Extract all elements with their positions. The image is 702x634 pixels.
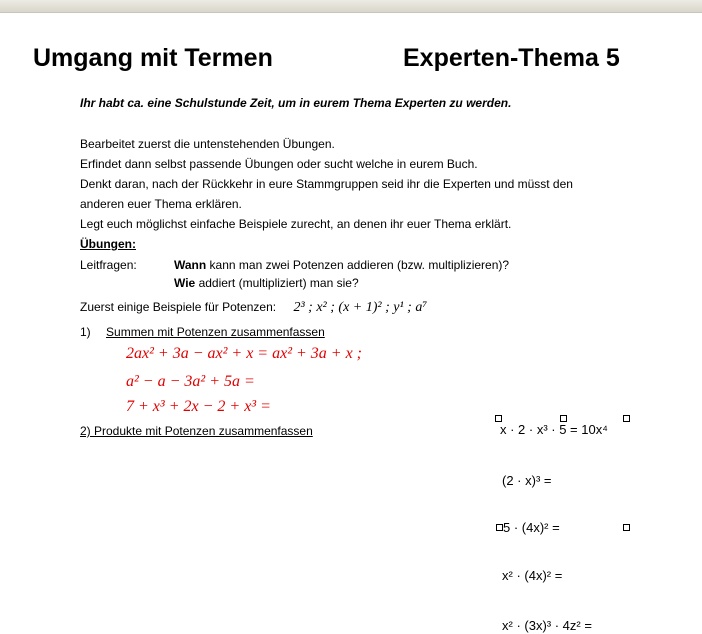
examples-label: Zuerst einige Beispiele für Potenzen: bbox=[80, 300, 277, 314]
leitfrage-1: Wann kann man zwei Potenzen addieren (bzw. multiplizieren)? bbox=[174, 258, 510, 272]
leitfrage-2: Wie addiert (multipliziert) man sie? bbox=[174, 276, 359, 290]
section-2-title: 2) Produkte mit Potenzen zusammenfassen bbox=[80, 424, 313, 438]
intro-text: Ihr habt ca. eine Schulstunde Zeit, um in eurem Thema Experten zu werden. bbox=[80, 96, 512, 110]
object-handle bbox=[560, 415, 567, 422]
examples-math: 2³ ; x² ; (x + 1)² ; y¹ ; a⁷ bbox=[293, 300, 428, 315]
leitfragen-label: Leitfragen: bbox=[80, 258, 137, 272]
page-title: Umgang mit Termen bbox=[33, 44, 273, 72]
section-1-heading bbox=[80, 325, 325, 339]
topic-title: Experten-Thema 5 bbox=[403, 44, 620, 72]
section-1-number: 1) bbox=[80, 325, 91, 339]
equation-2: a² − a − 3a² + 5a = bbox=[126, 373, 255, 390]
examples-line bbox=[80, 300, 427, 316]
instruction-line: anderen euer Thema erklären. bbox=[80, 197, 242, 211]
window-title-bar bbox=[0, 0, 702, 13]
product-4: x² · (4x)² = bbox=[502, 568, 563, 583]
equation-3: 7 + x³ + 2x − 2 + x³ = bbox=[126, 398, 271, 415]
object-handle bbox=[496, 524, 503, 531]
product-2: (2 · x)³ = bbox=[502, 473, 552, 488]
uebungen-heading: Übungen: bbox=[80, 237, 136, 251]
product-5: x² · (3x)³ · 4z² = bbox=[502, 618, 592, 633]
product-3: 5 · (4x)² = bbox=[503, 520, 560, 535]
instruction-line: Legt euch möglichst einfache Beispiele zurecht, an denen ihr euer Thema erklärt. bbox=[80, 217, 512, 231]
object-handle bbox=[495, 415, 502, 422]
section-1-title: Summen mit Potenzen zusammenfassen bbox=[106, 325, 325, 339]
instruction-line: Erfindet dann selbst passende Übungen oder sucht welche in eurem Buch. bbox=[80, 157, 478, 171]
instruction-line: Bearbeitet zuerst die untenstehenden Übungen. bbox=[80, 137, 335, 151]
object-handle bbox=[623, 524, 630, 531]
instruction-line: Denkt daran, nach der Rückkehr in eure Stammgruppen seid ihr die Experten und müsst den bbox=[80, 177, 573, 191]
object-handle bbox=[623, 415, 630, 422]
equation-1: 2ax² + 3a − ax² + x = ax² + 3a + x ; bbox=[126, 345, 363, 362]
product-1: x · 2 · x³ · 5 = 10x⁴ bbox=[500, 422, 608, 437]
